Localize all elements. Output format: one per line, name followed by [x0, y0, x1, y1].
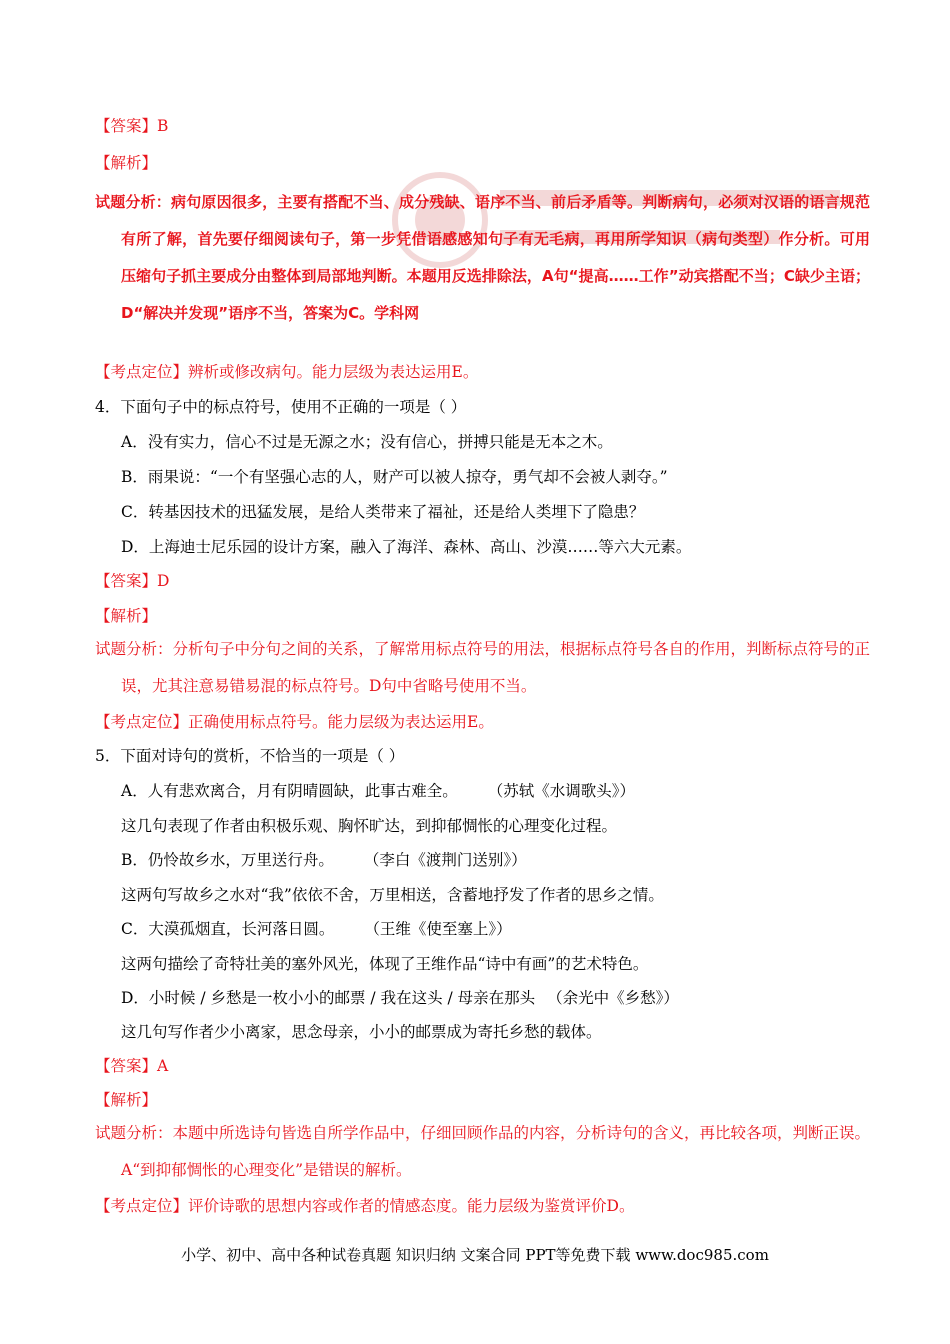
q5-analysis-label: 【解析】 — [95, 1091, 158, 1109]
q4-answer: 【答案】D — [95, 572, 170, 590]
q4-analysis-text: 试题分析：分析句子中分句之间的关系，了解常用标点符号的用法，根据标点符号各自的作用，判断标点符号的正误，尤其注意易错易混的标点符号。D句中省略号使用不当。 — [95, 640, 871, 695]
q3-point: 【考点定位】辨析或修改病句。能力层级为表达运用E。 — [95, 363, 479, 381]
q5-option-b-comment: 这两句写故乡之水对“我”依依不舍，万里相送，含蓄地抒发了作者的思乡之情。 — [121, 886, 664, 904]
q4-option-b: B．雨果说：“一个有坚强心志的人，财产可以被人掠夺，勇气却不会被人剥夺。” — [121, 468, 668, 486]
q4-option-d: D．上海迪士尼乐园的设计方案，融入了海洋、森林、高山、沙漠……等六大元素。 — [121, 538, 692, 556]
q4-option-c: C．转基因技术的迅猛发展，是给人类带来了福祉，还是给人类埋下了隐患？ — [121, 503, 645, 521]
q5-stem: 5．下面对诗句的赏析，不恰当的一项是（ ） — [95, 747, 405, 765]
q5-option-d: D．小时候 / 乡愁是一枚小小的邮票 / 我在这头 / 母亲在那头 （余光中《乡愁》） — [121, 989, 679, 1007]
q5-analysis-text: 试题分析：本题中所选诗句皆选自所学作品中，仔细回顾作品的内容，分析诗句的含义，再比较各项，判断正误。A“到抑郁惆怅的心理变化”是错误的解析。 — [95, 1124, 871, 1179]
q5-option-a-comment: 这几句表现了作者由积极乐观、胸怀旷达，到抑郁惆怅的心理变化过程。 — [121, 817, 618, 835]
q5-option-d-comment: 这几句写作者少小离家，思念母亲，小小的邮票成为寄托乡愁的载体。 — [121, 1023, 602, 1041]
q3-analysis-text: 试题分析：病句原因很多，主要有搭配不当、成分残缺、语序不当、前后矛盾等。判断病句，必须对汉语的语言规范有所了解，首先要仔细阅读句子，第一步凭借语感感知句子有无毛病，再用所学知识（病句类型）作分析。可用压缩句子抓主要成分由整体到局部地判断。本题用反选排除法，A句“提高……工作”动宾搭配不当；C缺少主语；D“解决并发现”语序不当，答案为C。学科网 — [95, 193, 870, 322]
q3-analysis-label: 【解析】 — [95, 154, 158, 172]
footer-link[interactable]: 小学、初中、高中各种试卷真题 知识归纳 文案合同 PPT等免费下载 www.doc985.com — [181, 1246, 769, 1264]
q5-option-a: A．人有悲欢离合，月有阴晴圆缺，此事古难全。 （苏轼《水调歌头》） — [121, 782, 635, 800]
q4-option-a: A．没有实力，信心不过是无源之水；没有信心，拼搏只能是无本之木。 — [121, 433, 613, 451]
q4-point: 【考点定位】正确使用标点符号。能力层级为表达运用E。 — [95, 713, 494, 731]
q5-point: 【考点定位】评价诗歌的思想内容或作者的情感态度。能力层级为鉴赏评价D。 — [95, 1197, 635, 1215]
q4-analysis-label: 【解析】 — [95, 607, 158, 625]
q5-option-c: C．大漠孤烟直，长河落日圆。 （王维《使至塞上》） — [121, 920, 512, 938]
q5-answer: 【答案】A — [95, 1057, 169, 1075]
q4-stem: 4．下面句子中的标点符号，使用不正确的一项是（ ） — [95, 398, 467, 416]
q5-option-c-comment: 这两句描绘了奇特壮美的塞外风光，体现了王维作品“诗中有画”的艺术特色。 — [121, 955, 649, 973]
q3-answer: 【答案】B — [95, 117, 169, 135]
q5-option-b: B．仍怜故乡水，万里送行舟。 （李白《渡荆门送别》） — [121, 851, 527, 869]
